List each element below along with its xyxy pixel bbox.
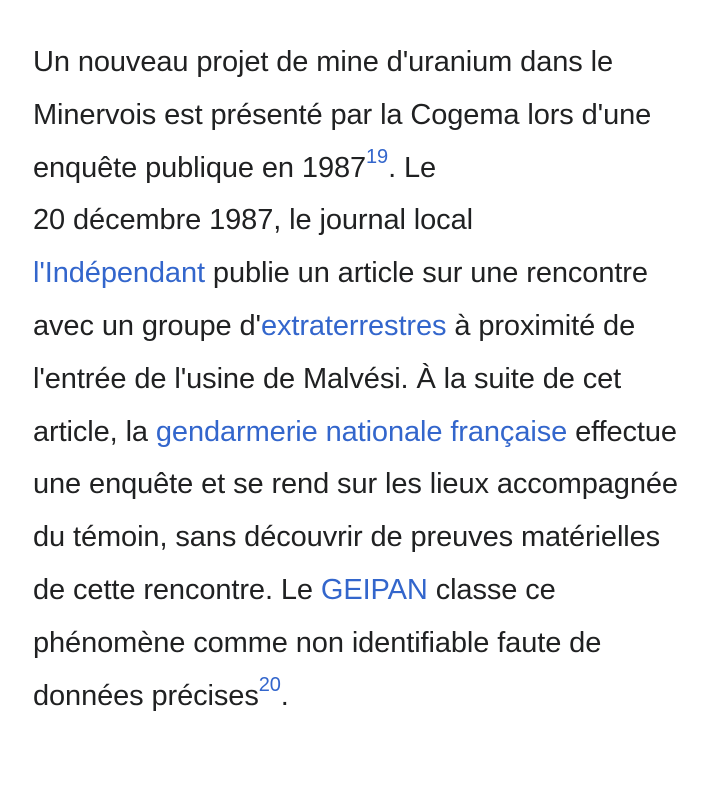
paragraph-text: . Le — [388, 151, 437, 184]
link-extraterrestres[interactable]: extraterrestres — [260, 309, 447, 342]
reference-20[interactable] — [259, 674, 281, 696]
reference-20-link[interactable]: 20 — [258, 673, 281, 696]
paragraph-text: classe ce phénomène comme non identifiable faute de données précises — [33, 573, 602, 712]
link-geipan[interactable]: GEIPAN — [320, 573, 428, 606]
reference-19[interactable] — [366, 146, 388, 168]
link-gendarmerie-nationale[interactable]: gendarmerie nationale française — [155, 415, 568, 448]
date-text: 20 décembre 1987 — [33, 204, 274, 237]
paragraph-text: , le journal local — [273, 204, 473, 237]
paragraph-text: . — [280, 679, 289, 712]
reference-19-link[interactable]: 19 — [366, 145, 389, 168]
article-paragraph — [33, 36, 693, 722]
link-independant[interactable]: l'Indépendant — [33, 257, 205, 290]
paragraph-text: Un nouveau projet de mine d'uranium dans le Minervois est présenté par la Cogema lors d'une enquête publique en 1987 — [33, 46, 652, 184]
paragraph-text: à proximité de l'entrée de l'usine de Malvési. À la suite de cet article, la — [33, 309, 636, 448]
paragraph-text: publie un article sur une rencontre avec un groupe d' — [33, 257, 648, 342]
paragraph-text: effectue une enquête et se rend sur les lieux accompagnée du témoin, sans découvrir de preuves matérielles de cette rencontre. Le — [33, 415, 678, 606]
